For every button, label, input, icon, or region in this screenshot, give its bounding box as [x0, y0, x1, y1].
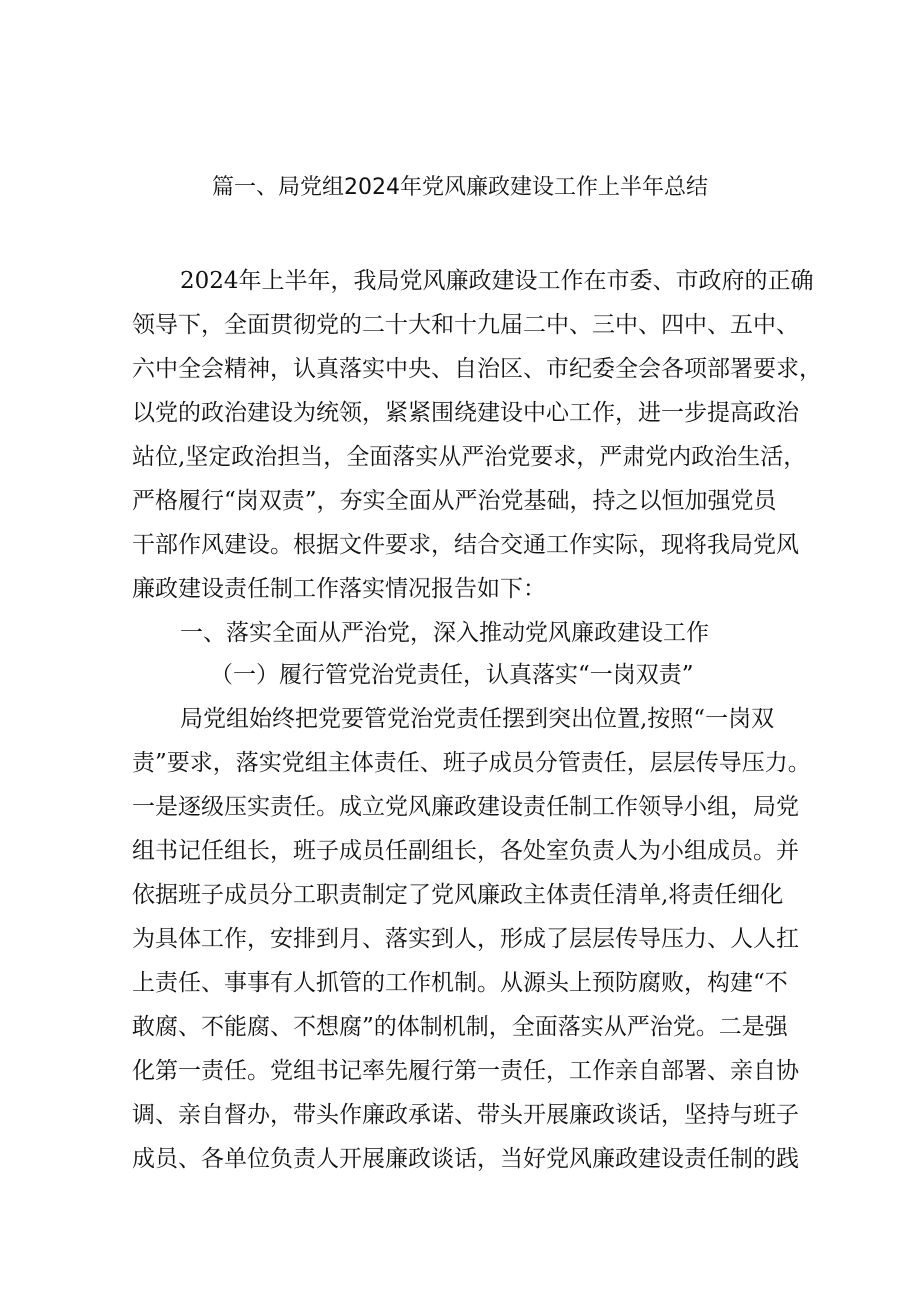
subsection-heading: （一）履行管党治党责任，认真落实“一岗双责”	[210, 662, 694, 688]
intro-line: 廉政建设责任制工作落实情况报告如下：	[132, 576, 546, 602]
intro-line: 2024年上半年，我局党风廉政建设工作在市委、市政府的正确	[180, 268, 814, 294]
body-line: 为具体工作，安排到月、落实到人，形成了层层传导压力、人人扛	[132, 926, 799, 952]
body-line: 一是逐级压实责任。成立党风廉政建设责任制工作领导小组，局党	[132, 794, 799, 820]
body-line: 化第一责任。党组书记率先履行第一责任，工作亲自部署、亲自协	[132, 1058, 799, 1084]
document-title: 篇一、局党组2024年党风廉政建设工作上半年总结	[212, 175, 708, 200]
intro-line: 站位,坚定政治担当，全面落实从严治党要求，严肃党内政治生活，	[132, 444, 807, 470]
body-line: 局党组始终把党要管党治党责任摆到突出位置,按照“一岗双	[180, 706, 775, 732]
intro-line: 领导下，全面贯彻党的二十大和十九届二中、三中、四中、五中、	[132, 312, 799, 338]
intro-line: 严格履行“岗双责”，夯实全面从严治党基础，持之以恒加强党员	[132, 488, 777, 514]
body-line: 调、亲自督办，带头作廉政承诺、带头开展廉政谈话，坚持与班子	[132, 1102, 799, 1128]
intro-line: 以党的政治建设为统领，紧紧围绕建设中心工作，进一步提高政治	[132, 400, 799, 426]
intro-line: 六中全会精神，认真落实中央、自治区、市纪委全会各项部署要求，	[132, 356, 822, 382]
intro-line: 干部作风建设。根据文件要求，结合交通工作实际，现将我局党风	[132, 532, 799, 558]
body-line: 责”要求，落实党组主体责任、班子成员分管责任，层层传导压力。	[132, 750, 811, 776]
section-heading: 一、落实全面从严治党，深入推动党风廉政建设工作	[180, 620, 709, 646]
body-line: 上责任、事事有人抓管的工作机制。从源头上预防腐败，构建“不	[132, 970, 788, 996]
body-line: 组书记任组长，班子成员任副组长，各处室负责人为小组成员。并	[132, 838, 799, 864]
body-line: 依据班子成员分工职责制定了党风廉政主体责任清单,将责任细化	[132, 882, 784, 908]
body-line: 成员、各单位负责人开展廉政谈话，当好党风廉政建设责任制的践	[132, 1146, 799, 1172]
body-line: 敢腐、不能腐、不想腐”的体制机制，全面落实从严治党。二是强	[132, 1014, 788, 1040]
